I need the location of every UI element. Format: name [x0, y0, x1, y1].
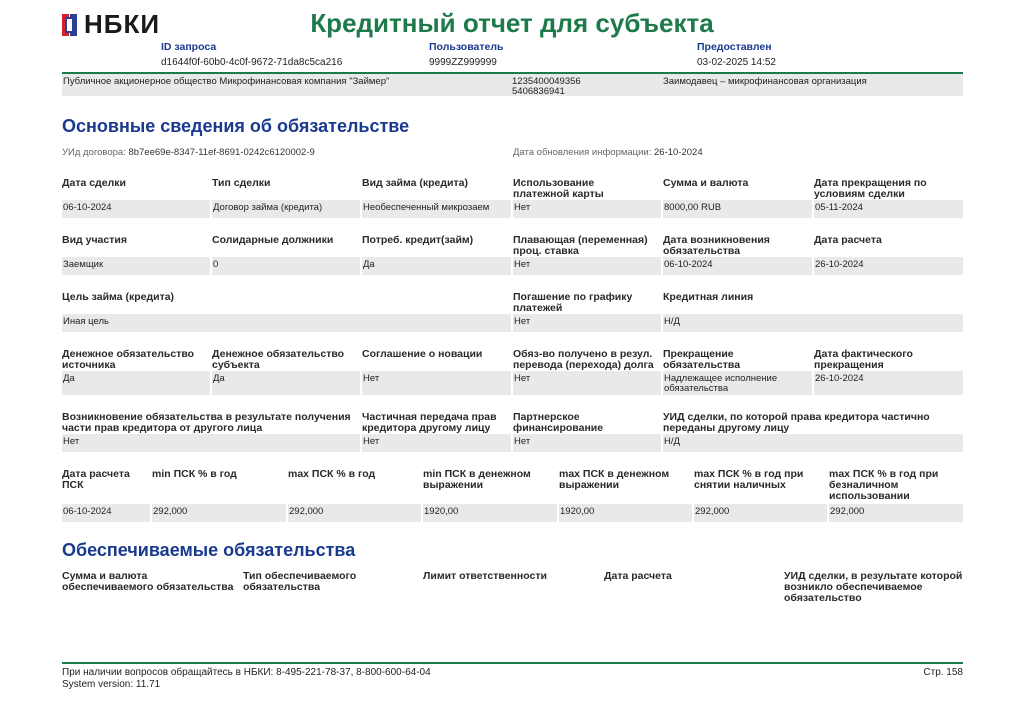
- hdr-secured-deal-uid: УИД сделки, в результате которой возникло обеспечиваемое обязательство: [784, 570, 963, 604]
- val-loan-purpose: Иная цель: [63, 316, 109, 327]
- hdr-amount: Сумма и валюта: [663, 177, 749, 189]
- val-psk-max-pct: 292,000: [289, 506, 324, 517]
- val-floating-rate: Нет: [514, 259, 531, 270]
- val-loan-kind: Необеспеченный микрозаем: [363, 202, 490, 213]
- contract-uid: [62, 147, 315, 158]
- val-deal-date: 06-10-2024: [63, 202, 112, 213]
- update-date-label: Дата обновления информации:: [513, 147, 652, 158]
- val-termination: Надлежащее исполнение обязательства: [664, 373, 778, 394]
- val-partial-transfer: Нет: [363, 436, 380, 447]
- hdr-rights-acquired: Возникновение обязательства в результате получения части прав кредитора от другого лица: [62, 411, 351, 434]
- contract-uid-value: 8b7ee69e-8347-11ef-8691-0242c6120002-9: [128, 147, 315, 158]
- hdr-deal-type: Тип сделки: [212, 177, 271, 189]
- hdr-scheduled-repayment: Погашение по графику платежей: [513, 291, 633, 314]
- footer-version: System version: 11.71: [62, 679, 161, 690]
- request-id-label: ID запроса: [161, 41, 217, 53]
- val-psk-max-money: 1920,00: [560, 506, 595, 517]
- hdr-debt-transfer: Обяз-во получено в резул. перевода (перехода) долга: [513, 348, 654, 371]
- hdr-secured-calc-date: Дата расчета: [604, 570, 672, 582]
- val-card-use: Нет: [514, 202, 531, 213]
- val-rights-acquired: Нет: [63, 436, 80, 447]
- val-end-date: 05-11-2024: [815, 202, 863, 213]
- val-partner-financing: Нет: [514, 436, 531, 447]
- org-ogrn: 5406836941: [512, 86, 565, 97]
- user-label: Пользователь: [429, 41, 504, 53]
- val-scheduled-repayment: Нет: [514, 316, 531, 327]
- values-psk: [62, 504, 963, 522]
- request-id-value: d1644f0f-60b0-4c0f-9672-71da8c5ca216: [161, 57, 343, 68]
- hdr-psk-min-money: min ПСК в денежном выражении: [423, 468, 531, 491]
- hdr-partner-financing: Партнерское финансирование: [513, 411, 604, 434]
- section-secured-title: Обеспечиваемые обязательства: [62, 540, 356, 560]
- hdr-psk-cashless: max ПСК % в год при безналичном использовании: [829, 468, 939, 502]
- provided-label: Предоставлен: [697, 41, 772, 53]
- hdr-deal-date: Дата сделки: [62, 177, 126, 189]
- footer-contact: При наличии вопросов обращайтесь в НБКИ: 8-495-221-78-37, 8-800-600-64-04: [62, 667, 431, 678]
- contract-uid-label: УИд договора:: [62, 147, 126, 158]
- update-date: [513, 147, 703, 158]
- hdr-origination-date: Дата возникновения обязательства: [663, 234, 770, 257]
- hdr-partial-transfer: Частичная передача прав кредитора другому лицу: [362, 411, 497, 434]
- val-amount: 8000,00 RUB: [664, 202, 722, 213]
- values-rights-transfer: [62, 434, 963, 452]
- hdr-end-date: Дата прекращения по условиям сделки: [814, 177, 927, 200]
- values-obligation-status: [62, 371, 963, 395]
- hdr-novation: Соглашение о новации: [362, 348, 483, 360]
- val-psk-cashless: 292,000: [830, 506, 865, 517]
- hdr-card-use: Использование платежной карты: [513, 177, 604, 200]
- values-deal-info: [62, 200, 963, 218]
- footer: [62, 667, 431, 691]
- hdr-psk-max-money: max ПСК в денежном выражении: [559, 468, 670, 491]
- hdr-co-debtors: Солидарные должники: [212, 234, 334, 246]
- provided-value: 03-02-2025 14:52: [697, 57, 776, 68]
- val-psk-min-pct: 292,000: [153, 506, 188, 517]
- val-consumer-credit: Да: [363, 259, 375, 270]
- val-credit-line: Н/Д: [664, 316, 680, 327]
- val-source-obligation: Да: [63, 373, 75, 384]
- val-calc-date: 26-10-2024: [815, 259, 864, 270]
- val-actual-termination-date: 26-10-2024: [815, 373, 864, 384]
- val-psk-min-money: 1920,00: [424, 506, 459, 517]
- page-title: Кредитный отчет для субъекта: [310, 8, 714, 38]
- val-novation: Нет: [363, 373, 380, 384]
- val-psk-cash: 292,000: [695, 506, 730, 517]
- hdr-psk-max-pct: max ПСК % в год: [288, 468, 376, 480]
- values-participation: [62, 257, 963, 275]
- organization-row: [62, 74, 963, 96]
- hdr-credit-line: Кредитная линия: [663, 291, 754, 303]
- hdr-psk-cash: max ПСК % в год при снятии наличных: [694, 468, 804, 491]
- hdr-liability-limit: Лимит ответственности: [423, 570, 547, 582]
- hdr-transfer-deal-uid: УИД сделки, по которой права кредитора частично переданы другому лицу: [663, 411, 930, 434]
- val-co-debtors: 0: [213, 259, 219, 270]
- hdr-psk-calc-date: Дата расчета ПСК: [62, 468, 130, 491]
- page-number: Стр. 158: [923, 667, 963, 678]
- org-name: Публичное акционерное общество Микрофинансовая компания "Займер": [63, 76, 390, 87]
- hdr-floating-rate: Плавающая (переменная) проц. ставка: [513, 234, 648, 257]
- val-transfer-deal-uid: Н/Д: [664, 436, 680, 447]
- hdr-participation: Вид участия: [62, 234, 127, 246]
- hdr-actual-termination-date: Дата фактического прекращения: [814, 348, 913, 371]
- footer-divider: [62, 662, 963, 664]
- hdr-loan-purpose: Цель займа (кредита): [62, 291, 175, 303]
- hdr-subject-obligation: Денежное обязательство субъекта: [212, 348, 345, 371]
- org-type: Заимодавец – микрофинансовая организация: [663, 76, 867, 87]
- hdr-loan-kind: Вид займа (кредита): [362, 177, 468, 189]
- val-origination-date: 06-10-2024: [664, 259, 713, 270]
- org-inn: 1235400049356: [512, 76, 581, 87]
- hdr-calc-date: Дата расчета: [814, 234, 882, 246]
- val-deal-type: Договор займа (кредита): [213, 202, 323, 213]
- val-debt-transfer: Нет: [514, 373, 531, 384]
- logo-text: НБКИ: [84, 9, 161, 39]
- hdr-secured-type: Тип обеспечиваемого обязательства: [243, 570, 357, 593]
- values-purpose: [62, 314, 963, 332]
- hdr-termination: Прекращение обязательства: [663, 348, 741, 371]
- val-psk-calc-date: 06-10-2024: [63, 506, 112, 517]
- hdr-psk-min-pct: min ПСК % в год: [152, 468, 237, 480]
- val-subject-obligation: Да: [213, 373, 225, 384]
- update-date-value: 26-10-2024: [654, 147, 703, 158]
- section-main-info-title: Основные сведения об обязательстве: [62, 116, 410, 136]
- hdr-source-obligation: Денежное обязательство источника: [62, 348, 195, 371]
- user-value: 9999ZZ999999: [429, 57, 497, 68]
- val-participation: Заемщик: [63, 259, 104, 270]
- hdr-secured-amount: Сумма и валюта обеспечиваемого обязательства: [62, 570, 234, 593]
- hdr-consumer-credit: Потреб. кредит(займ): [362, 234, 474, 246]
